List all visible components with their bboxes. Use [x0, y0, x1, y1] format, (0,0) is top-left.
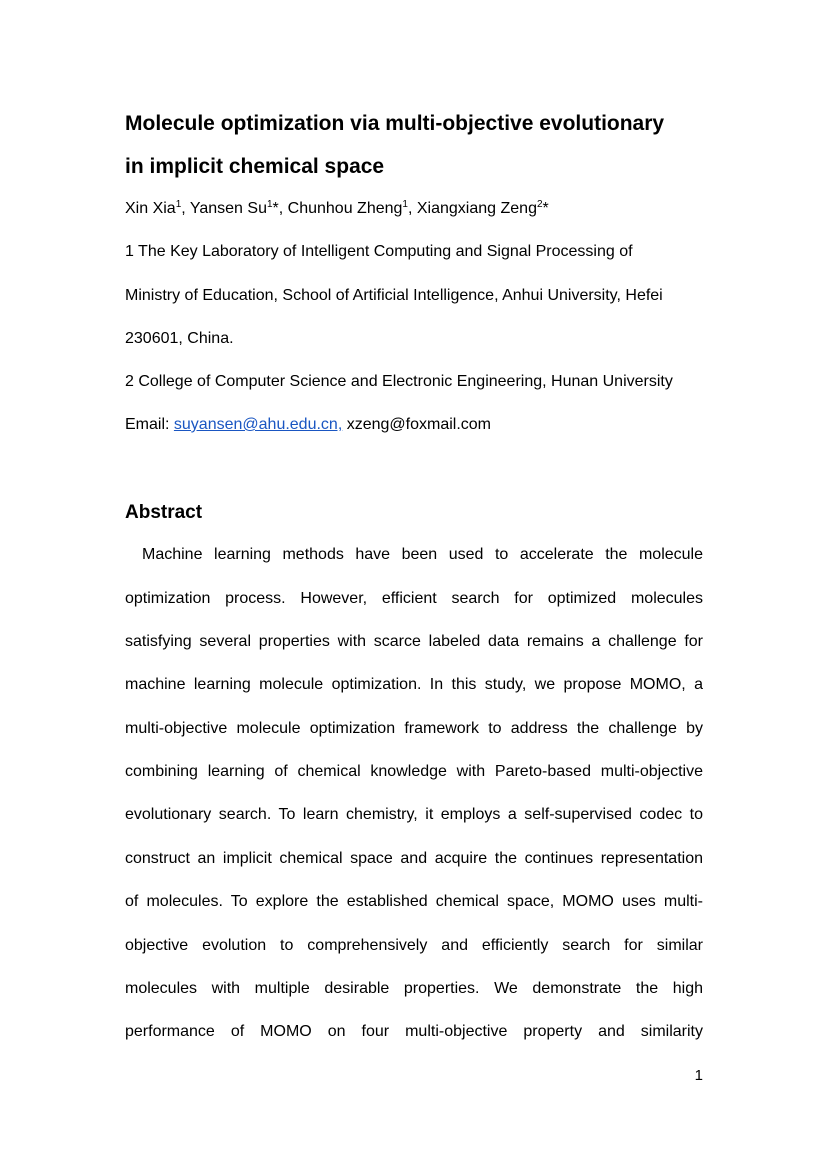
author-name: Xiangxiang Zeng — [416, 200, 537, 217]
abstract-line: performance of MOMO on four multi-objective property and similarity — [125, 1024, 703, 1040]
abstract-line: machine learning molecule optimization. In this study, we propose MOMO, a — [125, 677, 703, 693]
corresponding-mark: * — [542, 200, 549, 217]
email-line — [125, 417, 491, 433]
affiliation-1-line-3: 230601, China. — [125, 330, 234, 347]
email-other: xzeng@foxmail.com — [342, 416, 491, 433]
affiliation-1-line-2: Ministry of Education, School of Artificial Intelligence, Anhui University, Hefei — [125, 287, 663, 304]
page-number: 1 — [694, 1067, 703, 1084]
abstract-line: multi-objective molecule optimization framework to address the challenge by — [125, 721, 703, 737]
abstract-line: combining learning of chemical knowledge with Pareto-based multi-objective — [125, 764, 703, 780]
author-affiliation-sup: 2 — [536, 199, 543, 210]
email-label: Email: — [125, 416, 174, 433]
abstract-line: construct an implicit chemical space and acquire the continues representation — [125, 851, 703, 867]
author-name: Xin Xia — [125, 200, 176, 217]
affiliation-1-line-1: 1 The Key Laboratory of Intelligent Computing and Signal Processing of — [125, 243, 633, 260]
author-separator: , — [181, 200, 190, 217]
abstract-line: Machine learning methods have been used to accelerate the molecule — [142, 547, 703, 563]
author-affiliation-sup: 1 — [402, 199, 408, 210]
email-link[interactable]: suyansen@ahu.edu.cn, — [173, 416, 343, 433]
author-name: Yansen Su — [189, 200, 267, 217]
abstract-line: satisfying several properties with scarce labeled data remains a challenge for — [125, 634, 703, 650]
author-list — [125, 201, 549, 217]
author-separator: , — [407, 200, 417, 217]
author-name: Chunhou Zheng — [287, 200, 403, 217]
abstract-line: optimization process. However, efficient search for optimized molecules — [125, 591, 703, 607]
abstract-line: of molecules. To explore the established chemical space, MOMO uses multi- — [125, 894, 703, 910]
corresponding-mark: * — [272, 200, 279, 217]
affiliation-2: 2 College of Computer Science and Electronic Engineering, Hunan University — [125, 373, 673, 390]
abstract-heading: Abstract — [125, 502, 203, 523]
author-affiliation-sup: 1 — [266, 199, 273, 210]
paper-title-line-1: Molecule optimization via multi-objective evolutionary — [125, 112, 665, 135]
abstract-line: molecules with multiple desirable properties. We demonstrate the high — [125, 981, 703, 997]
abstract-line: evolutionary search. To learn chemistry, it employs a self-supervised codec to — [125, 807, 703, 823]
author-affiliation-sup: 1 — [175, 199, 182, 210]
paper-title-line-2: in implicit chemical space — [125, 155, 385, 178]
author-separator: , — [278, 200, 288, 217]
abstract-line: objective evolution to comprehensively and efficiently search for similar — [125, 938, 703, 954]
